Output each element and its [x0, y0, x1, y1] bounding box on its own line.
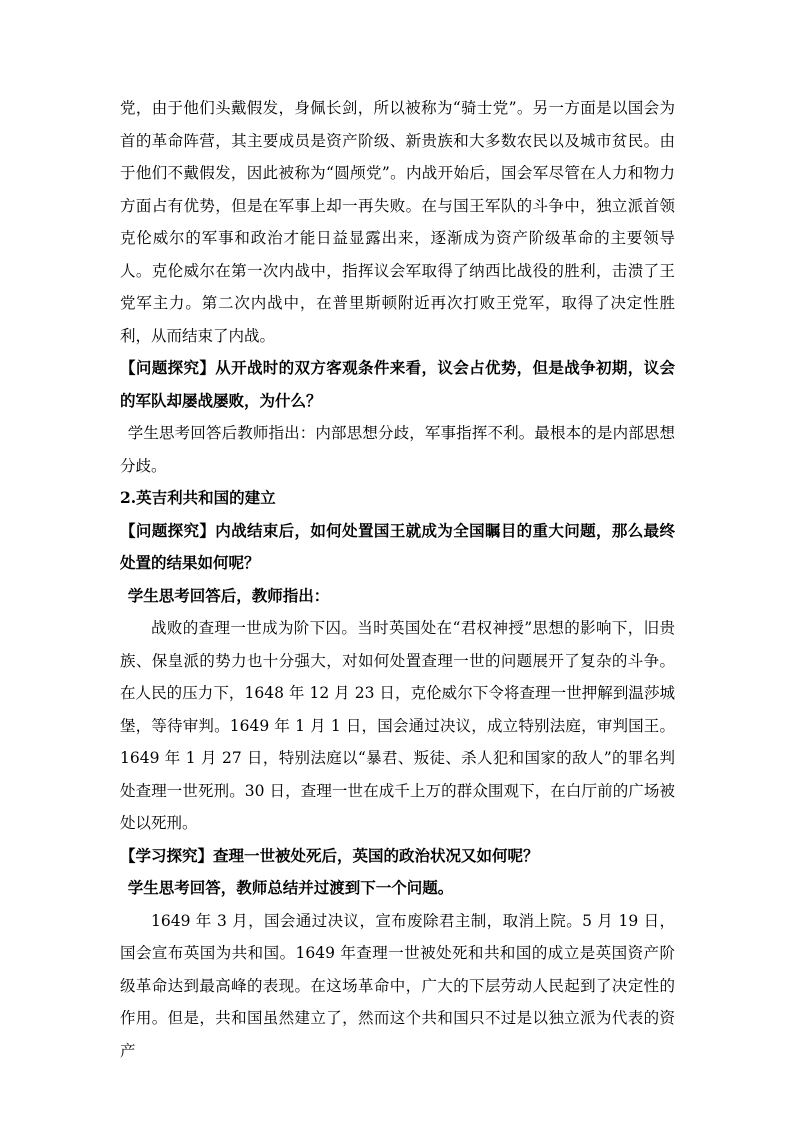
paragraph-civil-war-factions: 党，由于他们头戴假发，身佩长剑，所以被称为“骑士党”。另一方面是以国会为首的革命阵营，其主要成员是资产阶级、新贵族和大多数农民以及城市贫民。由于他们不戴假发，因此被称为“圆颅党”。内战开始后，国会军尽管在人力和物力方面占有优势，但是在军事上却一再失败。在与国王军队的斗争中，独立派首领克伦威尔的军事和政治才能日益显露出来，逐渐成为资产阶级革命的主要领导人。克伦威尔在第一次内战中，指挥议会军取得了纳西比战役的胜利，击溃了王党军主力。第二次内战中，在普里斯顿附近再次打败王党军，取得了决定性胜利，从而结束了内战。	[120, 99, 675, 345]
paragraph-republic-founding: 1649 年 3 月，国会通过决议，宣布废除君主制，取消上院。5 月 19 日，国会宣布英国为共和国。1649 年查理一世被处死和共和国的成立是英国资产阶级革命达到最高峰的表现。在这场革命中，广大的下层劳动人民起到了决定性的作用。但是，共和国虽然建立了，然而这个共和国只不过是以独立派为代表的资产	[120, 911, 675, 1060]
paragraph-charles-execution: 战败的查理一世成为阶下囚。当时英国处在“君权神授”思想的影响下，旧贵族、保皇派的势力也十分强大，对如何处置查理一世的问题展开了复杂的斗争。在人民的压力下，1648 年 12 月 23 日，克伦威尔下令将查理一世押解到温莎城堡，等待审判。1649 年 1 月 1 日，国会通过决议，成立特别法庭，审判国王。1649 年 1 月 27 日，特别法庭以“暴君、叛徒、杀人犯和国家的敌人”的罪名判处查理一世死刑。30 日，查理一世在成千上万的群众围观下，在白厅前的广场被处以死刑。	[120, 619, 675, 832]
teacher-prompt-king-fate: 学生思考回答后，教师指出：	[127, 585, 330, 605]
teacher-answer-internal-division: 学生思考回答后教师指出：内部思想分歧，军事指挥不利。最根本的是内部思想分歧。	[120, 424, 675, 475]
question-inquiry-parliament-defeats: 【问题探究】从开战时的双方客观条件来看，议会占优势，但是战争初期，议会的军队却屡战屡败，为什么？	[120, 358, 675, 410]
teacher-transition: 学生思考回答，教师总结并过渡到下一个问题。	[127, 878, 454, 897]
study-inquiry-political-situation: 【学习探究】查理一世被处死后，英国的政治状况又如何呢？	[120, 845, 539, 865]
document-body	[120, 92, 675, 1067]
question-inquiry-king-fate: 【问题探究】内战结束后，如何处置国王就成为全国瞩目的重大问题，那么最终处置的结果如何呢？	[120, 520, 675, 572]
section-heading-commonwealth: 2.英吉利共和国的建立	[120, 488, 276, 507]
